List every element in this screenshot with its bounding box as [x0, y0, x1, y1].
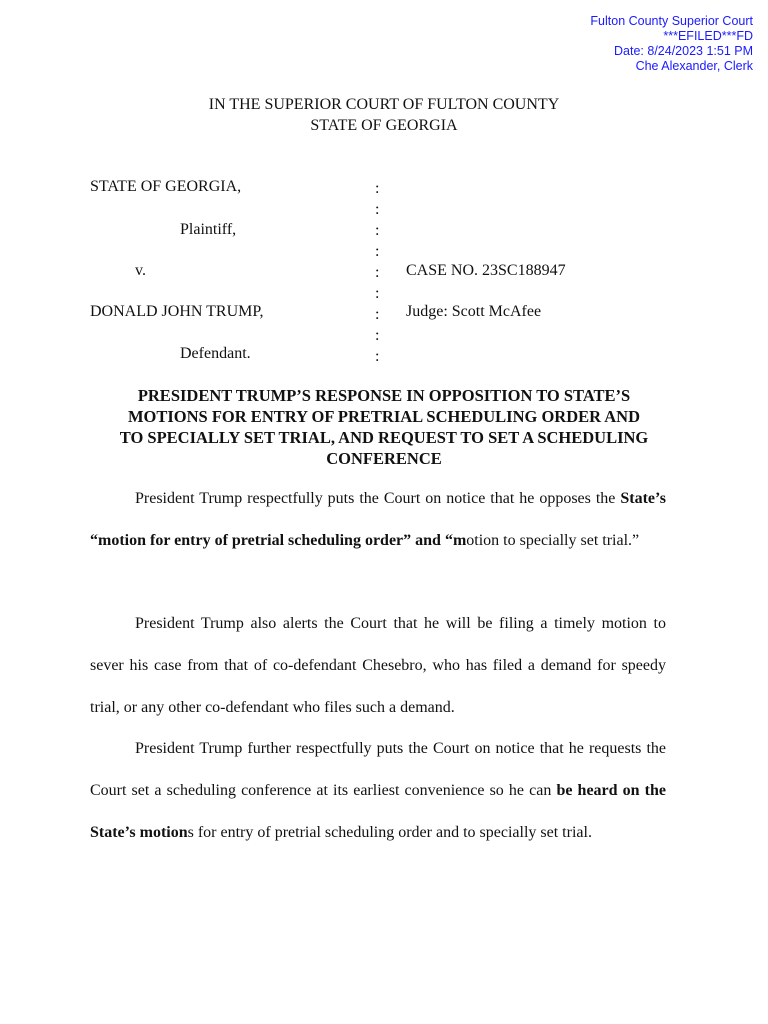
caption-colon: : — [375, 222, 380, 239]
plaintiff-role: Plaintiff, — [180, 221, 237, 238]
paragraph-text: President Trump further respectfully puts the Court on notice that he requests the Court set a scheduling conference at its earliest convenience so he can — [90, 740, 666, 799]
judge-name: Judge: Scott McAfee — [406, 303, 542, 320]
caption-colon: : — [375, 327, 380, 344]
caption-colon: : — [375, 264, 380, 281]
title-line: CONFERENCE — [326, 449, 442, 468]
stamp-court: Fulton County Superior Court — [590, 14, 753, 28]
case-number: CASE NO. 23SC188947 — [406, 262, 566, 279]
caption-colon: : — [375, 243, 380, 260]
efiled-stamp — [590, 14, 753, 74]
paragraph-bold-text: State’s “motion for entry of pretrial scheduling order” and “m — [90, 490, 666, 549]
paragraph-scheduling-request — [90, 728, 666, 854]
stamp-efiled: ***EFILED***FD — [663, 29, 753, 43]
document-title — [80, 385, 688, 469]
paragraph-severance: President Trump also alerts the Court that he will be filing a timely motion to sever his case from that of co-defendant Chesebro, who has filed a demand for speedy trial, or any other co-defendant who files such a demand. — [90, 615, 666, 716]
versus: v. — [135, 262, 146, 279]
caption-colon: : — [375, 201, 380, 218]
paragraph-text: President Trump respectfully puts the Court on notice that he opposes the — [135, 490, 621, 507]
caption-colon: : — [375, 348, 380, 365]
stamp-clerk: Che Alexander, Clerk — [635, 59, 753, 73]
caption-colon: : — [375, 306, 380, 323]
caption-colon: : — [375, 180, 380, 197]
paragraph-bold-text: be heard on the State’s motion — [90, 782, 666, 841]
court-name: IN THE SUPERIOR COURT OF FULTON COUNTY — [208, 96, 560, 113]
court-state: STATE OF GEORGIA — [310, 117, 458, 134]
paragraph-opposition — [90, 478, 666, 562]
title-line: PRESIDENT TRUMP’S RESPONSE IN OPPOSITION TO STATE’S — [137, 386, 631, 405]
defendant-role: Defendant. — [180, 345, 251, 362]
stamp-date: Date: 8/24/2023 1:51 PM — [614, 44, 753, 58]
paragraph-text: otion to specially set trial.” — [466, 532, 640, 549]
defendant-name: DONALD JOHN TRUMP, — [90, 303, 264, 320]
caption-colon: : — [375, 285, 380, 302]
plaintiff-name: STATE OF GEORGIA, — [90, 178, 242, 195]
paragraph-text: s for entry of pretrial scheduling order and to specially set trial. — [187, 824, 592, 841]
title-line: TO SPECIALLY SET TRIAL, AND REQUEST TO SET A SCHEDULING — [119, 428, 649, 447]
title-line: MOTIONS FOR ENTRY OF PRETRIAL SCHEDULING ORDER AND — [127, 407, 641, 426]
court-header — [0, 94, 768, 136]
